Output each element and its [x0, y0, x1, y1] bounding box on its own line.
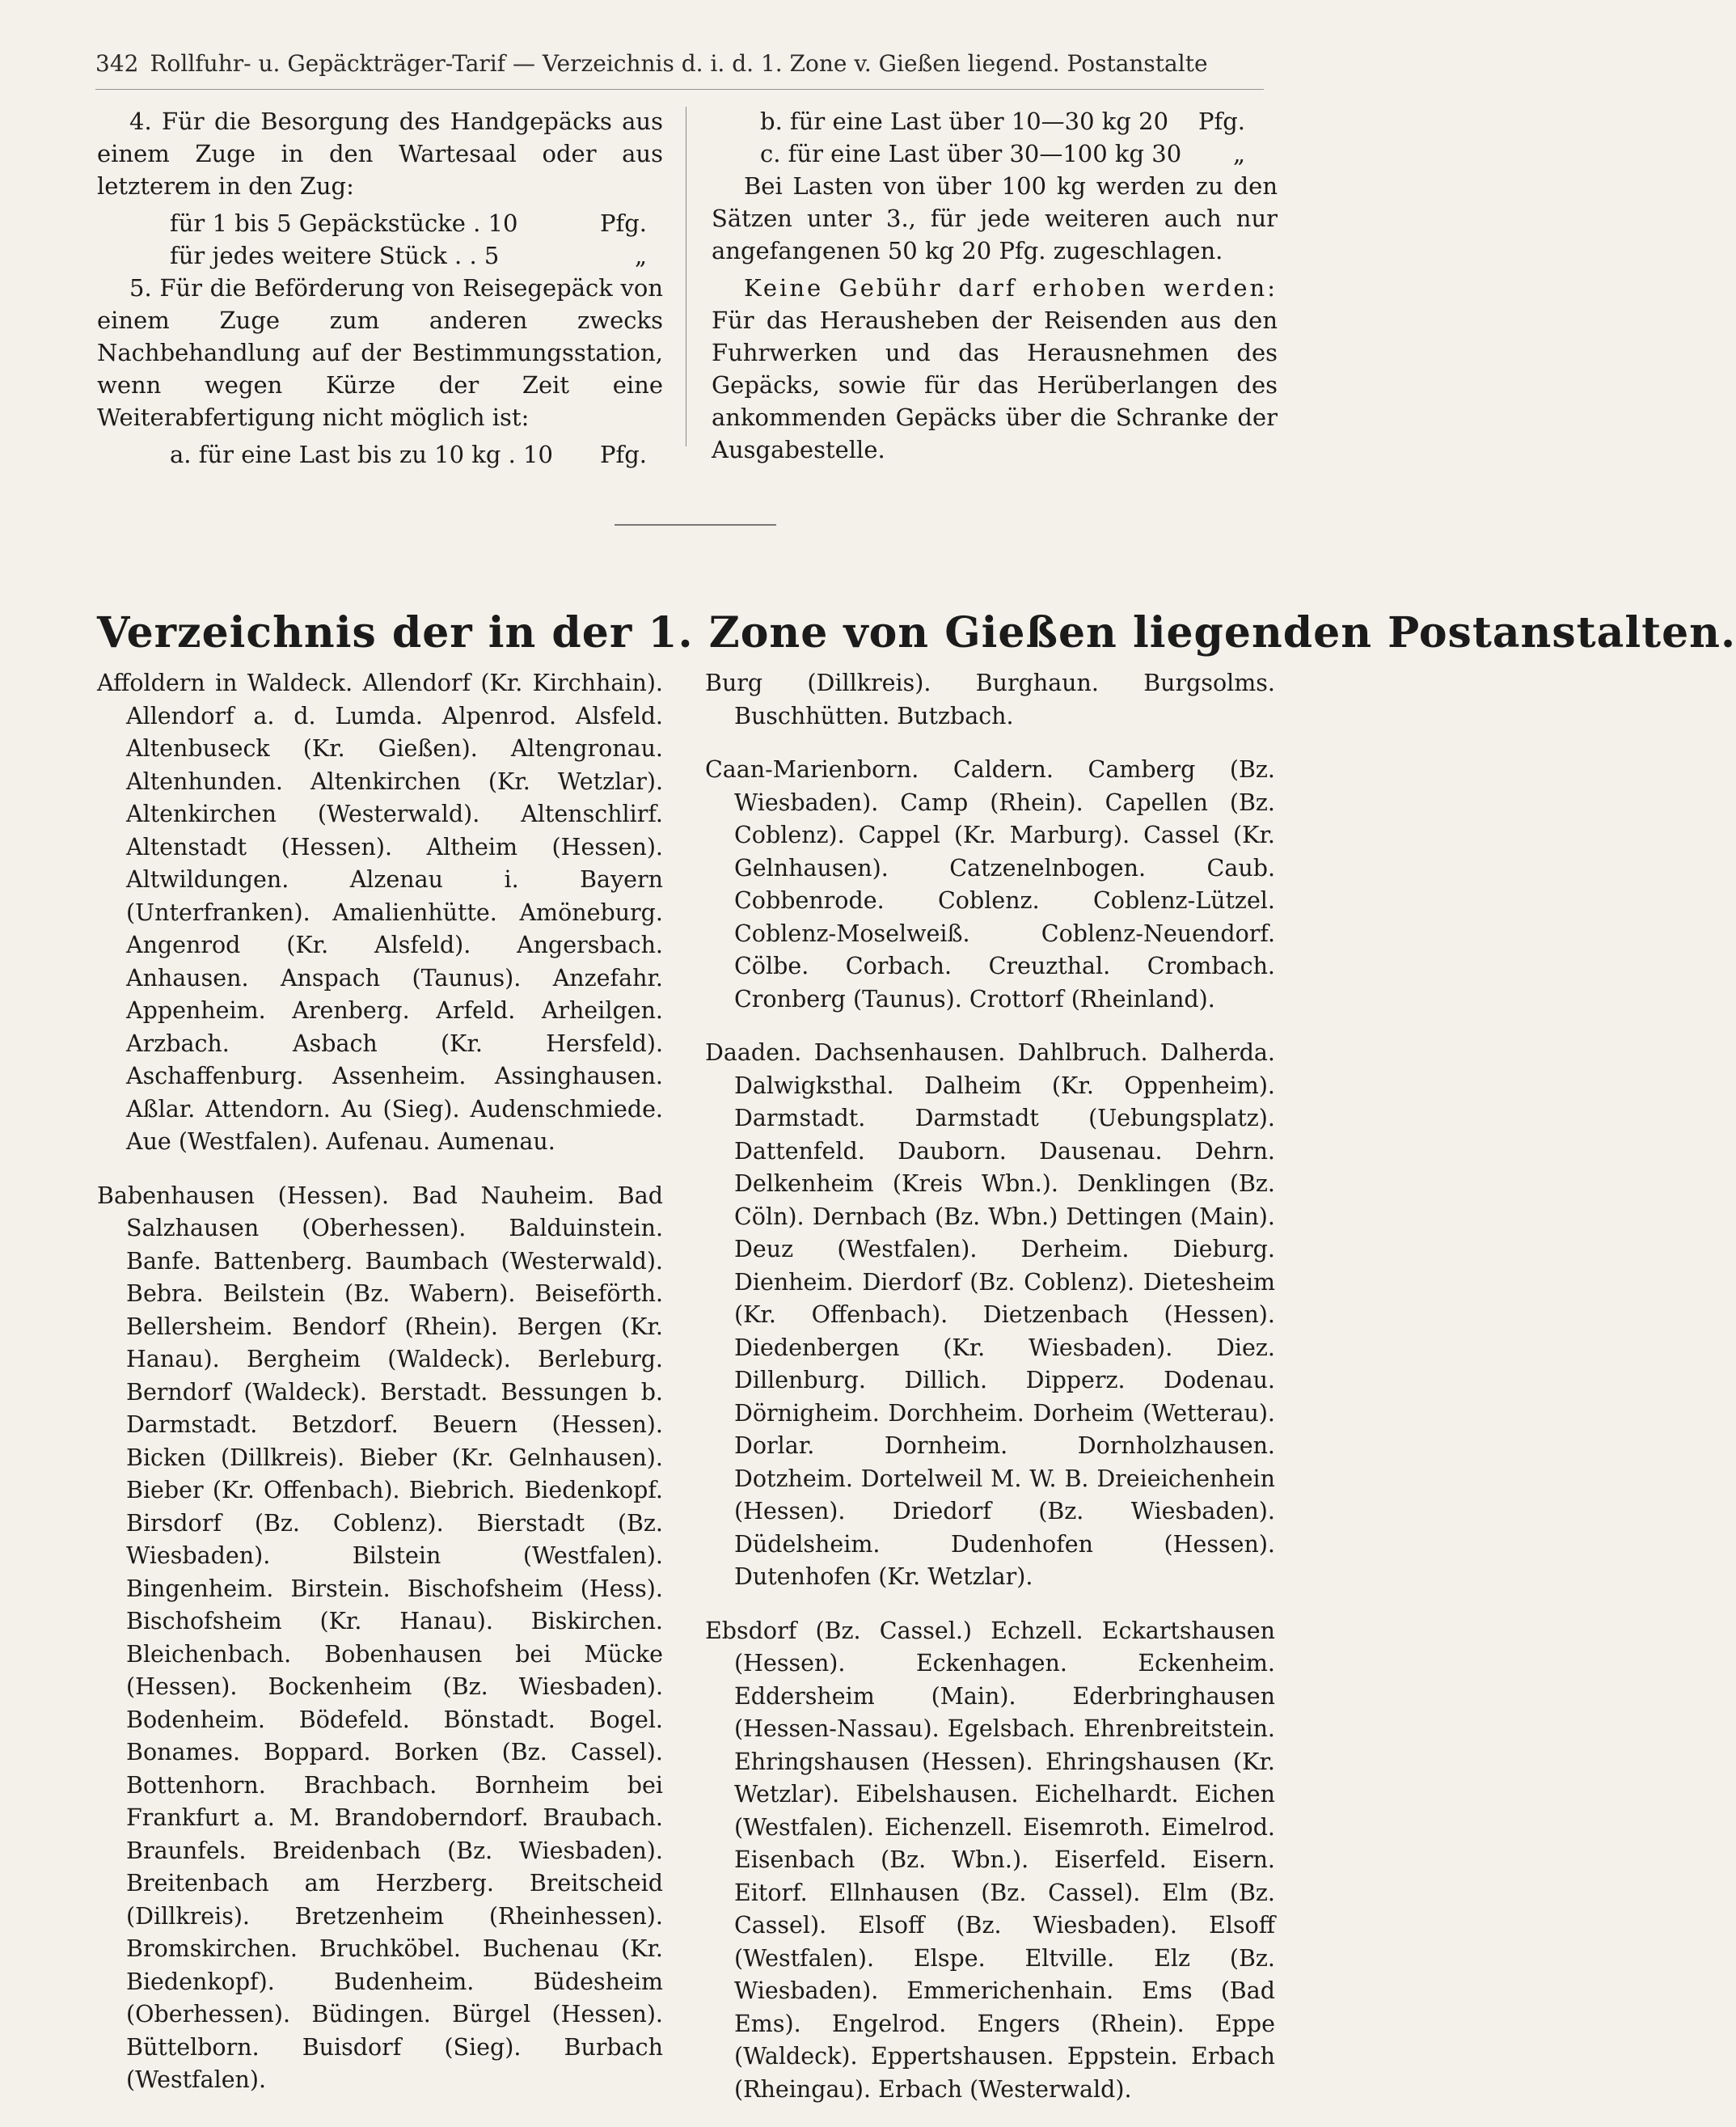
list-group-e: Ebsdorf (Bz. Cassel.) Echzell. Eckartshausen (Hessen). Eckenhagen. Eckenheim. Eddersheim (Main). Ederbringhausen (Hessen-Nassau). Egelsbach. Ehrenbreitstein. Ehringshausen (Hessen). Ehringshausen (Kr. Wetzlar). Eibelshausen. Eichelhardt. Eichen (Westfalen). Eichenzell. Eisemroth. Eimelrod. Eisenbach (Bz. Wbn.). Eiserfeld. Eisern. Eitorf. Ellnhausen (Bz. Cassel). Elm (Bz. Cassel). Elsoff (Bz. Wiesbaden). Elsoff (Westfalen). Elspe. Eltville. Elz (Bz. Wiesbaden). Emmerichenhain. Ems (Bad Ems). Engelrod. Engers (Rhein). Eppe (Waldeck). Eppertshausen. Eppstein. Erbach (Rheingau). Erbach (Westerwald). — [705, 1617, 1275, 2103]
no-fee-heading: Keine Gebühr darf erhoben werden: — [744, 274, 1278, 302]
tariff-line-label: c. für eine Last über 30—100 kg 30 — [760, 140, 1182, 167]
tariff-line — [97, 207, 663, 239]
list-group-d: Daaden. Dachsenhausen. Dahlbruch. Dalherda. Dalwigksthal. Dalheim (Kr. Oppenheim). Darmstadt. Darmstadt (Uebungsplatz). Dattenfeld. Dauborn. Dausenau. Dehrn. Delkenheim (Kreis Wbn.). Denklingen (Bz. Cöln). Dernbach (Bz. Wbn.) Dettingen (Main). Deuz (Westfalen). Derheim. Dieburg. Dienheim. Dierdorf (Bz. Coblenz). Dietesheim (Kr. Offenbach). Dietzenbach (Hessen). Diedenbergen (Kr. Wiesbaden). Diez. Dillenburg. Dillich. Dipperz. Dodenau. Dörnigheim. Dorchheim. Dorheim (Wetterau). Dorlar. Dornheim. Dornholzhausen. Dotzheim. Dortelweil M. W. B. Dreieichenhein (Hessen). Driedorf (Bz. Wiesbaden). Düdelsheim. Dudenhofen (Hessen). Dutenhofen (Kr. Wetzlar). — [705, 1039, 1275, 1590]
tariff-line — [712, 105, 1278, 137]
tariff-item-4: 4. Für die Besorgung des Handgepäcks aus einem Zuge in den Wartesaal oder aus letzterem in den Zug: — [97, 108, 663, 200]
tariff-line-unit: „ — [1232, 140, 1245, 167]
running-header — [95, 50, 1260, 77]
tariff-line-unit: Pfg. — [599, 441, 647, 468]
tariff-line-unit: „ — [634, 242, 647, 269]
surcharge-paragraph: Bei Lasten von über 100 kg werden zu den Sätzen unter 3., für jede weiteren auch nur angefangenen 50 kg 20 Pfg. zugeschlagen. — [712, 172, 1278, 264]
list-group-c: Caan-Marienborn. Caldern. Camberg (Bz. Wiesbaden). Camp (Rhein). Capellen (Bz. Coblenz). Cappel (Kr. Marburg). Cassel (Kr. Gelnhausen). Catzenelnbogen. Caub. Cobbenrode. Coblenz. Coblenz-Lützel. Coblenz-Moselweiß. Coblenz-Neuendorf. Cölbe. Corbach. Creuzthal. Crombach. Cronberg (Taunus). Crottorf (Rheinland). — [705, 756, 1275, 1013]
tariff-line-unit: Pfg. — [1197, 108, 1245, 135]
tariff-line-unit: Pfg. — [599, 209, 647, 237]
tariff-left-column — [97, 105, 663, 471]
section-divider — [615, 524, 776, 526]
post-office-list-right — [705, 667, 1275, 2127]
no-fee-paragraph — [712, 272, 1278, 466]
tariff-right-column — [712, 105, 1278, 471]
list-group-b-continued: Burg (Dillkreis). Burghaun. Burgsolms. Buschhütten. Butzbach. — [705, 670, 1275, 729]
tariff-line — [712, 137, 1278, 170]
list-group-a: Affoldern in Waldeck. Allendorf (Kr. Kirchhain). Allendorf a. d. Lumda. Alpenrod. Alsfeld. Altenbuseck (Kr. Gießen). Altengronau. Altenhunden. Altenkirchen (Kr. Wetzlar). Altenkirchen (Westerwald). Altenschlirf. Altenstadt (Hessen). Altheim (Hessen). Altwildungen. Alzenau i. Bayern (Unterfranken). Amalienhütte. Amöneburg. Angenrod (Kr. Alsfeld). Angersbach. Anhausen. Anspach (Taunus). Anzefahr. Appenheim. Arenberg. Arfeld. Arheilgen. Arzbach. Asbach (Kr. Hersfeld). Aschaffenburg. Assenheim. Assinghausen. Aßlar. Attendorn. Au (Sieg). Audenschmiede. Aue (Westfalen). Aufenau. Aumenau. — [97, 670, 663, 1155]
post-office-list-left — [97, 667, 663, 2118]
no-fee-text: Für das Herausheben der Reisenden aus den Fuhrwerken und das Herausnehmen des Gepäcks, sowie für das Herüberlangen des ankommenden Gepäcks über die Schranke der Ausgabestelle. — [712, 307, 1278, 463]
tariff-line-label: für jedes weitere Stück . . 5 — [170, 242, 500, 269]
header-rule — [95, 89, 1264, 90]
tariff-line-label: b. für eine Last über 10—30 kg 20 — [760, 108, 1169, 135]
section-title: Verzeichnis der in der 1. Zone von Gießen liegenden Postanstalten. — [97, 608, 1736, 658]
tariff-line-label: für 1 bis 5 Gepäckstücke . 10 — [170, 209, 518, 237]
running-title: Rollfuhr- u. Gepäckträger-Tarif — Verzeichnis d. i. d. 1. Zone v. Gießen liegend. Postanstalte — [150, 50, 1208, 77]
tariff-line-label: a. für eine Last bis zu 10 kg . 10 — [170, 441, 553, 468]
tariff-line — [97, 239, 663, 272]
tariff-line — [97, 438, 663, 471]
tariff-item-5: 5. Für die Beförderung von Reisegepäck von einem Zuge zum anderen zwecks Nachbehandlung auf der Bestimmungsstation, wenn wegen Kürze der Zeit eine Weiterabfertigung nicht möglich ist: — [97, 274, 663, 431]
list-group-b: Babenhausen (Hessen). Bad Nauheim. Bad Salzhausen (Oberhessen). Balduinstein. Banfe. Battenberg. Baumbach (Westerwald). Bebra. Beilstein (Bz. Wabern). Beiseförth. Bellersheim. Bendorf (Rhein). Bergen (Kr. Hanau). Bergheim (Waldeck). Berleburg. Berndorf (Waldeck). Berstadt. Bessungen b. Darmstadt. Betzdorf. Beuern (Hessen). Bicken (Dillkreis). Bieber (Kr. Gelnhausen). Bieber (Kr. Offenbach). Biebrich. Biedenkopf. Birsdorf (Bz. Coblenz). Bierstadt (Bz. Wiesbaden). Bilstein (Westfalen). Bingenheim. Birstein. Bischofsheim (Hess). Bischofsheim (Kr. Hanau). Biskirchen. Bleichenbach. Bobenhausen bei Mücke (Hessen). Bockenheim (Bz. Wiesbaden). Bodenheim. Bödefeld. Bönstadt. Bogel. Bonames. Boppard. Borken (Bz. Cassel). Bottenhorn. Brachbach. Bornheim bei Frankfurt a. M. Brandoberndorf. Braubach. Braunfels. Breidenbach (Bz. Wiesbaden). Breitenbach am Herzberg. Breitscheid (Dillkreis). Bretzenheim (Rheinhessen). Bromskirchen. Bruchköbel. Buchenau (Kr. Biedenkopf). Budenheim. Büdesheim (Oberhessen). Büdingen. Bürgel (Hessen). Büttelborn. Buisdorf (Sieg). Burbach (Westfalen). — [97, 1182, 663, 2093]
page-number: 342 — [95, 50, 139, 77]
